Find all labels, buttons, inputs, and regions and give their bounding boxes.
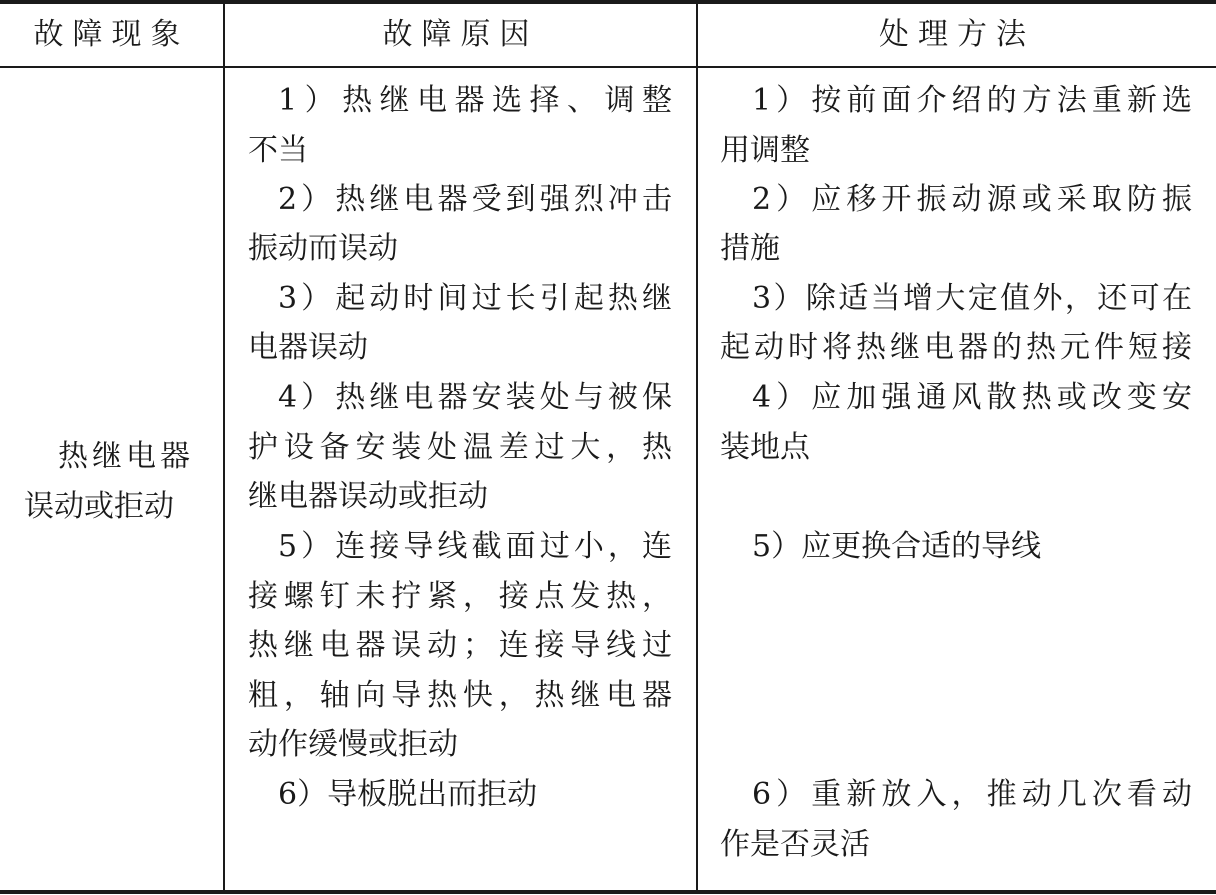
cause-1-line-1: 1）热继电器选择、调整 [278,83,672,118]
fix-2-line-2: 措施 [720,231,780,266]
cause-2-line-1: 2）热继电器受到强烈冲击 [278,182,672,217]
symptom-line: 误动或拒动 [24,489,174,524]
fix-3-line-2: 起动时将热继电器的热元件短接 [720,330,1192,365]
fix-4-line-2: 装地点 [720,430,810,465]
cause-3-line-1: 3）起动时间过长引起热继 [278,281,672,316]
column-divider-2 [696,4,698,890]
fix-6-line-2: 作是否灵活 [720,827,870,862]
cause-5-line-2: 接螺钉未拧紧，接点发热， [248,579,672,614]
cause-4-line-1: 4）热继电器安装处与被保 [278,380,672,415]
table-bottom-rule [0,890,1216,894]
header-cause: 故障原因 [382,17,539,52]
cause-3-line-2: 电器误动 [248,330,368,365]
cause-5-line-3: 热继电器误动；连接导线过 [248,628,672,663]
header-symptom: 故障现象 [33,17,190,52]
cause-5-line-4: 粗，轴向导热快，热继电器 [248,678,672,713]
cause-4-line-2: 护设备安装处温差过大，热 [248,430,672,465]
fix-4-line-1: 4）应加强通风散热或改变安 [752,380,1192,415]
header-fix: 处理方法 [879,17,1035,52]
header-rule [0,66,1216,68]
cause-6-line-1: 6）导板脱出而拒动 [278,777,538,812]
fix-1-line-1: 1）按前面介绍的方法重新选 [752,83,1192,118]
cause-4-line-3: 继电器误动或拒动 [248,479,488,514]
symptom-cell [0,432,223,532]
fix-3-line-1: 3）除适当增大定值外，还可在 [752,281,1192,316]
column-divider-1 [223,4,225,890]
fix-6-line-1: 6）重新放入，推动几次看动 [752,777,1192,812]
cause-5-line-5: 动作缓慢或拒动 [248,727,458,762]
fix-5-line-1: 5）应更换合适的导线 [752,529,1042,564]
cause-2-line-2: 振动而误动 [248,231,398,266]
fix-1-line-2: 用调整 [720,133,810,168]
fix-2-line-1: 2）应移开振动源或采取防振 [752,182,1192,217]
cause-1-line-2: 不当 [248,133,308,168]
symptom-line: 热继电器 [58,439,194,474]
cause-5-line-1: 5）连接导线截面过小，连 [278,529,672,564]
